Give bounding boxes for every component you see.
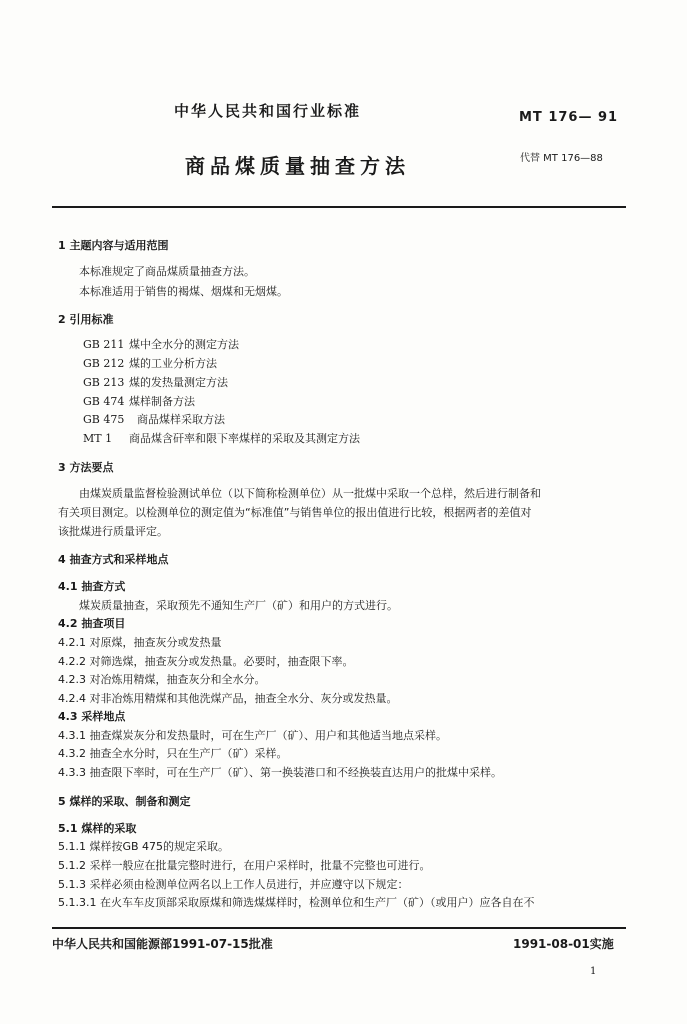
- reference-title: 煤样制备方法: [129, 395, 195, 408]
- clause-5-1-1: 5.1.1 煤样按GB 475的规定采取。: [58, 840, 230, 853]
- clause-4-2-3: 4.2.3 对冶炼用精煤，抽查灰分和全水分。: [58, 673, 266, 686]
- reference-item: [83, 355, 217, 371]
- reference-item: [83, 393, 195, 409]
- clause-5-1-3-1: 5.1.3.1 在火车车皮顶部采取原煤和筛选煤煤样时，检测单位和生产厂（矿）（或用户）应各自在不: [58, 896, 535, 909]
- reference-item: [83, 430, 360, 446]
- clause-5-1-3: 5.1.3 采样必须由检测单位两名以上工作人员进行，并应遵守以下规定：: [58, 878, 409, 891]
- standard-number: MT 176— 91: [519, 110, 619, 125]
- footer-divider: [52, 927, 626, 929]
- reference-item: [83, 411, 225, 427]
- replaces-note: 代替 MT 176—88: [520, 153, 603, 164]
- section-4-3-heading: 4.3 采样地点: [58, 710, 126, 723]
- reference-title: 商品煤样采取方法: [137, 413, 225, 426]
- section-5-heading: 5 煤样的采取、制备和测定: [58, 795, 191, 808]
- reference-title: 煤的工业分析方法: [129, 357, 217, 370]
- clause-4-3-2: 4.3.2 抽查全水分时，只在生产厂（矿）采样。: [58, 747, 288, 760]
- reference-title: 煤的发热量测定方法: [129, 376, 228, 389]
- clause-4-3-3: 4.3.3 抽查限下率时，可在生产厂（矿）、第一换装港口和不经换装直达用户的批煤中采样。: [58, 766, 502, 779]
- section-4-1-paragraph: 煤炭质量抽查，采取预先不通知生产厂（矿）和用户的方式进行。: [79, 599, 398, 612]
- standard-category: 中华人民共和国行业标准: [174, 102, 362, 120]
- document-title: 商品煤质量抽查方法: [185, 154, 410, 178]
- reference-code: GB 211: [83, 338, 125, 351]
- section-1-paragraph-1: 本标准规定了商品煤质量抽查方法。: [79, 265, 255, 278]
- effective-date: 1991-08-01实施: [513, 937, 614, 951]
- section-3-line-1: 由煤炭质量监督检验测试单位（以下简称检测单位）从一批煤中采取一个总样，然后进行制备和: [79, 487, 541, 500]
- section-4-2-heading: 4.2 抽查项目: [58, 617, 126, 630]
- section-4-1-heading: 4.1 抽查方式: [58, 580, 126, 593]
- section-2-heading: 2 引用标准: [58, 313, 114, 326]
- reference-title: 商品煤含矸率和限下率煤样的采取及其测定方法: [129, 432, 360, 445]
- clause-4-2-4: 4.2.4 对非冶炼用精煤和其他洗煤产品，抽查全水分、灰分或发热量。: [58, 692, 398, 705]
- section-3-heading: 3 方法要点: [58, 461, 114, 474]
- clause-4-2-2: 4.2.2 对筛选煤，抽查灰分或发热量。必要时，抽查限下率。: [58, 655, 354, 668]
- section-1-paragraph-2: 本标准适用于销售的褐煤、烟煤和无烟煤。: [79, 285, 288, 298]
- reference-item: [83, 374, 228, 390]
- clause-4-3-1: 4.3.1 抽查煤炭灰分和发热量时，可在生产厂（矿）、用户和其他适当地点采样。: [58, 729, 447, 742]
- reference-code: MT 1: [83, 432, 113, 445]
- reference-code: GB 474: [83, 395, 125, 408]
- section-1-heading: 1 主题内容与适用范围: [58, 239, 169, 252]
- reference-code: GB 213: [83, 376, 125, 389]
- section-5-1-heading: 5.1 煤样的采取: [58, 822, 137, 835]
- clause-4-2-1: 4.2.1 对原煤，抽查灰分或发热量: [58, 636, 222, 649]
- approval-line: 中华人民共和国能源部1991-07-15批准: [52, 937, 273, 951]
- page-number: 1: [590, 966, 597, 977]
- reference-code: GB 475: [83, 413, 125, 426]
- section-3-line-2: 有关项目测定。以检测单位的测定值为“标准值”与销售单位的报出值进行比较，根据两者的差值对: [58, 506, 532, 519]
- section-4-heading: 4 抽查方式和采样地点: [58, 553, 169, 566]
- header-divider: [52, 206, 626, 208]
- section-3-line-3: 该批煤进行质量评定。: [58, 525, 168, 538]
- reference-title: 煤中全水分的测定方法: [129, 338, 239, 351]
- reference-item: [83, 336, 239, 352]
- reference-code: GB 212: [83, 357, 125, 370]
- clause-5-1-2: 5.1.2 采样一般应在批量完整时进行，在用户采样时，批量不完整也可进行。: [58, 859, 431, 872]
